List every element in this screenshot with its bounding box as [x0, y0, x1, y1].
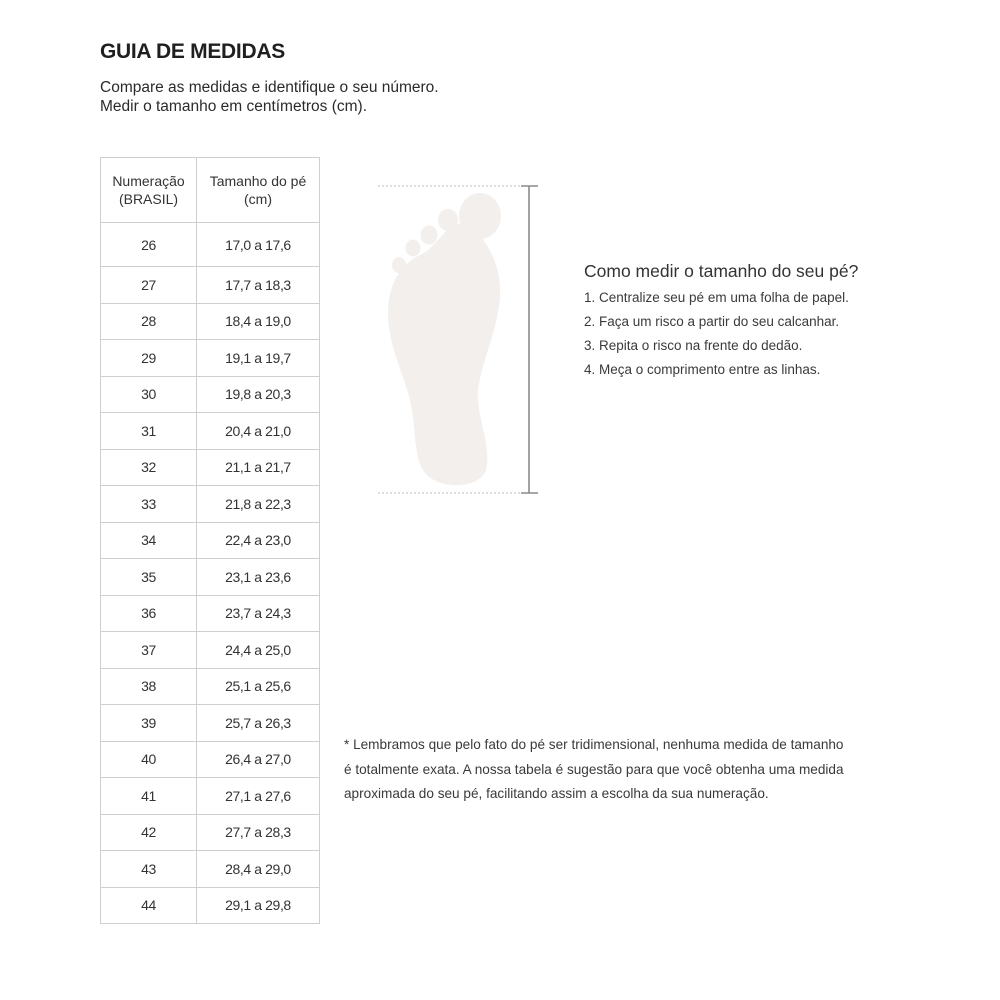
range-cell: 19,1 a 19,7 [197, 340, 320, 377]
list-item: 1. Centralize seu pé em uma folha de papel. [584, 290, 849, 305]
size-cell: 40 [101, 741, 197, 778]
table-row [101, 668, 320, 705]
range-cell: 24,4 a 25,0 [197, 632, 320, 669]
table-row [101, 851, 320, 888]
footprint-icon [378, 184, 540, 496]
subtitle-line-1: Compare as medidas e identifique o seu número. [100, 79, 439, 96]
table-header-row [101, 158, 320, 223]
size-cell: 28 [101, 303, 197, 340]
size-cell: 35 [101, 559, 197, 596]
range-cell: 26,4 a 27,0 [197, 741, 320, 778]
size-cell: 31 [101, 413, 197, 450]
size-cell: 37 [101, 632, 197, 669]
size-cell: 27 [101, 267, 197, 304]
size-cell: 41 [101, 778, 197, 815]
size-cell: 33 [101, 486, 197, 523]
range-cell: 19,8 a 20,3 [197, 376, 320, 413]
size-cell: 43 [101, 851, 197, 888]
table-row [101, 741, 320, 778]
table-row [101, 778, 320, 815]
range-cell: 25,1 a 25,6 [197, 668, 320, 705]
range-cell: 29,1 a 29,8 [197, 887, 320, 924]
range-cell: 18,4 a 19,0 [197, 303, 320, 340]
size-cell: 30 [101, 376, 197, 413]
range-cell: 25,7 a 26,3 [197, 705, 320, 742]
size-cell: 34 [101, 522, 197, 559]
table-row [101, 413, 320, 450]
foot-illustration [378, 184, 540, 496]
size-cell: 42 [101, 814, 197, 851]
range-cell: 27,7 a 28,3 [197, 814, 320, 851]
how-to-steps [584, 289, 858, 385]
page-title: GUIA DE MEDIDAS [100, 40, 285, 63]
header-tamanho: Tamanho do pé (cm) [197, 158, 320, 223]
table-row [101, 223, 320, 267]
range-cell: 22,4 a 23,0 [197, 522, 320, 559]
table-row [101, 632, 320, 669]
measurement-bracket-icon [521, 186, 538, 493]
size-table [100, 157, 320, 924]
table-row [101, 303, 320, 340]
page-subtitle [100, 78, 439, 116]
list-item: 4. Meça o comprimento entre as linhas. [584, 362, 821, 377]
size-cell: 38 [101, 668, 197, 705]
size-cell: 26 [101, 223, 197, 267]
table-row [101, 595, 320, 632]
size-cell: 36 [101, 595, 197, 632]
table-row [101, 340, 320, 377]
foot-shape [388, 193, 501, 485]
range-cell: 17,0 a 17,6 [197, 223, 320, 267]
how-to-measure [584, 261, 858, 385]
table-row [101, 814, 320, 851]
range-cell: 27,1 a 27,6 [197, 778, 320, 815]
range-cell: 21,1 a 21,7 [197, 449, 320, 486]
header-numeracao: Numeração (BRASIL) [101, 158, 197, 223]
table-row [101, 449, 320, 486]
table-row [101, 376, 320, 413]
size-cell: 44 [101, 887, 197, 924]
range-cell: 21,8 a 22,3 [197, 486, 320, 523]
table-row [101, 559, 320, 596]
size-cell: 29 [101, 340, 197, 377]
table-row [101, 486, 320, 523]
range-cell: 23,7 a 24,3 [197, 595, 320, 632]
how-to-title: Como medir o tamanho do seu pé? [584, 261, 859, 281]
table-row [101, 887, 320, 924]
range-cell: 20,4 a 21,0 [197, 413, 320, 450]
size-cell: 32 [101, 449, 197, 486]
table-row [101, 522, 320, 559]
disclaimer-note: * Lembramos que pelo fato do pé ser tridimensional, nenhuma medida de tamanho é totalmente exata. A nossa tabela é sugestão para que você obtenha uma medida aproximada do seu pé, facilitando assim a escolha da sua numeração. [344, 737, 844, 801]
list-item: 2. Faça um risco a partir do seu calcanhar. [584, 314, 840, 329]
range-cell: 17,7 a 18,3 [197, 267, 320, 304]
table-row [101, 267, 320, 304]
range-cell: 23,1 a 23,6 [197, 559, 320, 596]
range-cell: 28,4 a 29,0 [197, 851, 320, 888]
size-cell: 39 [101, 705, 197, 742]
subtitle-line-2: Medir o tamanho em centímetros (cm). [100, 98, 368, 115]
list-item: 3. Repita o risco na frente do dedão. [584, 338, 803, 353]
table-row [101, 705, 320, 742]
